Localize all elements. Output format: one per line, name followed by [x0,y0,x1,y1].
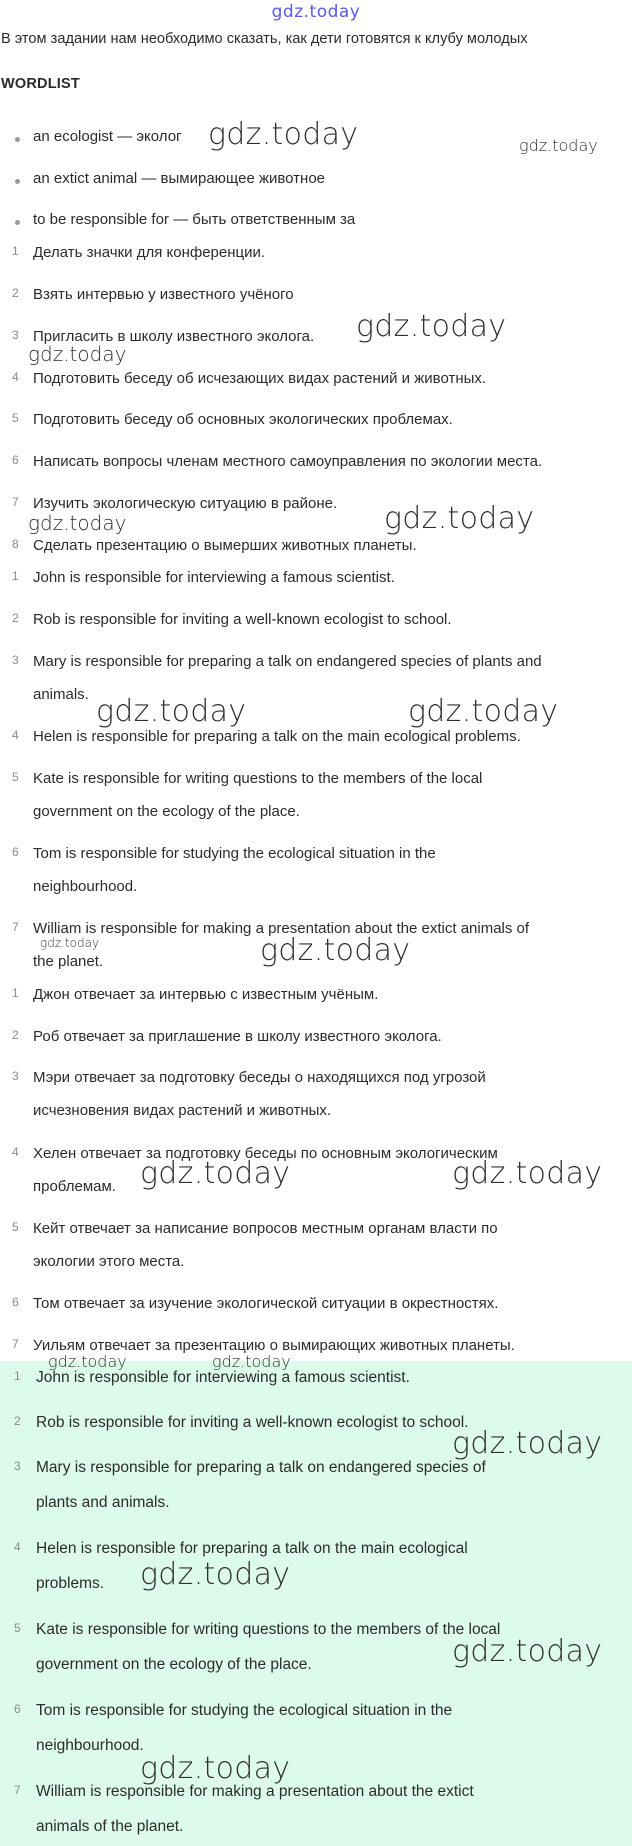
watermark: gdz.today [140,1751,291,1786]
watermark: gdz.today [212,1352,291,1371]
watermark: gdz.today [452,1426,603,1461]
watermark: gdz.today [96,694,247,729]
page: gdz.today В этом задании нам необходимо сказать, как дети готовятся к клубу молодых WORDLIST an ecologist — эколог an extict animal — вымирающее животное to be responsible for — быть ответственным за 1 Делать значки для конференции. 2 Взять интервью у известного учёного 3 Пригласить в школу известного эколога. 4 Подготовить беседу об исчезающих видах растений и животных. 5 Подготовить беседу об основных экологических проблемах. 6 Написать вопросы членам местного самоуправления по экологии места. 7 Изучить экологическую ситуацию в районе. 8 Сделать презентацию о вымерших животных планеты. 1 John is responsible for interviewing a famous scientist. 2 Rob is responsible for inviting a well-known ecologist to school. 3 Mary is responsible for preparing a talk on endangered species of plants and animals. 4 Helen is responsible for preparing a talk on the main ecological problems. 5 Kate is responsible for writing questions to the members of the local government on the ecology of the place. 6 Tom is responsible for studying the ecological situation in the neighbourhood. 7 William is responsible for making a presentation about the extict animals of the planet. 1 Джон отвечает за интервью с известным учёным. 2 Роб отвечает за приглашение в школу известного эколога. 3 Мэри отвечает за подготовку беседы о находящихся под угрозой исчезновения видах растений и животных. 4 Хелен отвечает за подготовку беседы по основным экологическим проблемам. 5 Кейт отвечает за написание вопросов местным органам власти по экологии этого места. 6 Том отвечает за изучение экологической ситуации в окрестностях. 7 Уильям отвечает за презентацию о вымирающих животных планеты. 1 John is responsible for interviewing a famous scientist. 2 Rob is responsible for inviting a well-known ecologist to school. 3 Mary is responsible for preparing a talk on endangered species of plants and animals. 4 Helen is responsible for preparing a talk on the main ecological problems. 5 Kate is responsible for writing questions to the members of the local government on the ecology of the place. 6 Tom is responsible for studying the ecological situation in the neighbourhood. 7 William is responsible for making a presentation about the extict animals of the planet. gdz.today gdz.today gdz.today gdz.today gdz.today gdz.today gdz.today gdz.today gdz.today gdz.today gdz.today gdz.today gdz.today gdz.today gdz.today gdz.today gdz.today gdz.today [0,0,632,1846]
watermark: gdz.today [28,511,127,535]
watermark: gdz.today [140,1557,291,1592]
watermark: gdz.today [356,309,507,344]
site-logo[interactable]: gdz.today [271,2,361,22]
bullet-icon [15,220,20,225]
watermark: gdz.today [28,342,127,366]
intro-text: В этом задании нам необходимо сказать, как дети готовятся к клубу молодых [1,31,528,47]
wordlist-heading: WORDLIST [1,76,80,92]
watermark: gdz.today [140,1156,291,1191]
watermark: gdz.today [48,1352,127,1371]
watermark: gdz.today [519,136,598,155]
watermark: gdz.today [208,117,359,152]
watermark: gdz.today [40,936,100,950]
watermark: gdz.today [408,694,559,729]
bullet-icon [15,137,20,142]
watermark: gdz.today [452,1634,603,1669]
watermark: gdz.today [384,501,535,536]
bullet-icon [15,179,20,184]
watermark: gdz.today [260,933,411,968]
watermark: gdz.today [452,1156,603,1191]
